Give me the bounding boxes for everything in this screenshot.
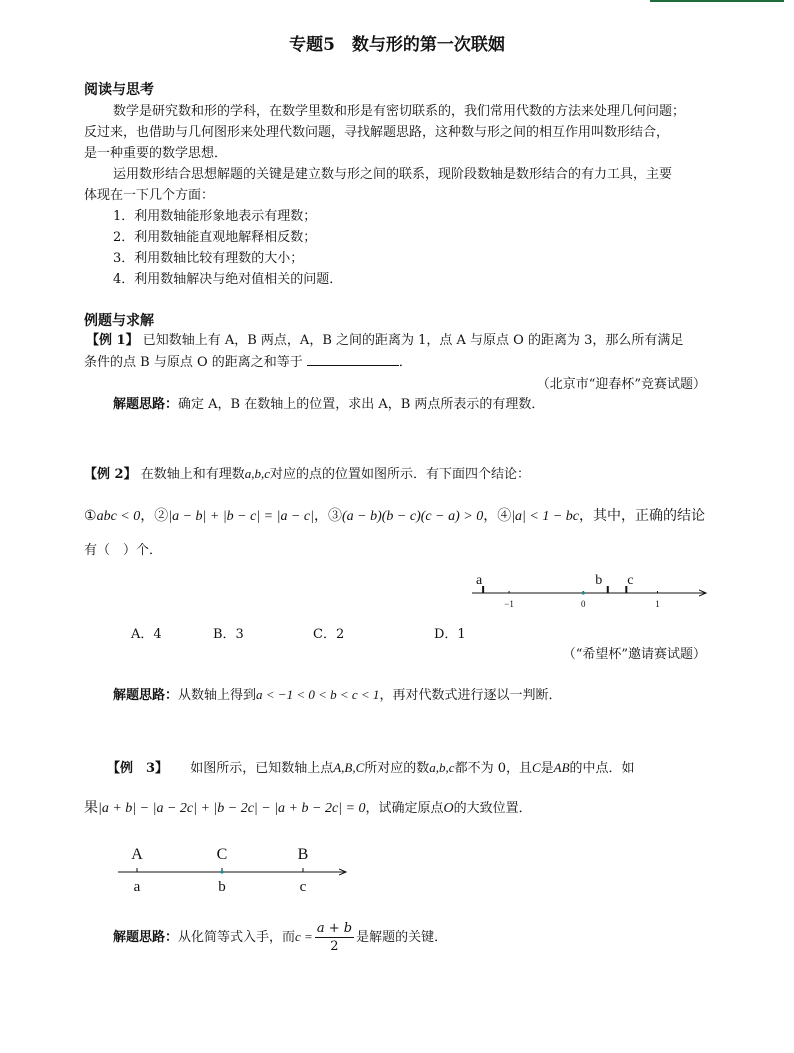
point-label: c <box>627 573 634 588</box>
example-2-hint-pre: 从数轴上得到 <box>178 688 257 703</box>
example-2-label: 【例 2】 <box>84 467 137 482</box>
tick-label: −1 <box>504 599 514 609</box>
conclusion-3-marker: ，③ <box>314 508 342 524</box>
example-1-text-1: 已知数轴上有 A，B 两点，A，B 之间的距离为 1，点 A 与原点 O 的距离为 3，那么所有满足 <box>142 333 684 348</box>
example-2-number-line <box>466 566 716 616</box>
example-2-conclusions <box>84 506 705 527</box>
example-1-hint <box>113 394 544 415</box>
example-3-number-line <box>110 838 360 900</box>
example-3-text-3: 都不为 0，且 <box>454 761 532 776</box>
example-1-source: （北京市“迎春杯”竞赛试题） <box>536 377 706 392</box>
conclusion-2-math: |a − b| + |b − c| = |a − c| <box>168 509 314 524</box>
conclusion-3-math: (a − b)(b − c)(c − a) > 0 <box>342 509 484 524</box>
conclusion-1-marker: ① <box>84 508 97 524</box>
example-3-math-AB: AB <box>553 760 570 775</box>
point-lower-label: b <box>218 879 226 895</box>
reading-heading: 阅读与思考 <box>84 82 154 98</box>
origin-dot <box>582 591 585 594</box>
tick-label: 0 <box>581 599 586 609</box>
example-3-text-6: 果 <box>84 800 98 816</box>
example-2-hint-label: 解题思路： <box>113 688 179 703</box>
corner-mark <box>650 0 784 2</box>
example-1-hint-label: 解题思路： <box>113 397 179 412</box>
example-1-hint-text: 确定 A，B 在数轴上的位置，求出 A，B 两点所表示的有理数． <box>178 397 545 412</box>
reading-item-3: 3．利用数轴比较有理数的大小； <box>113 251 304 266</box>
example-3-line-1 <box>107 757 635 779</box>
example-3-math-O: O <box>443 801 454 816</box>
example-3-text-4: 是 <box>540 761 554 776</box>
reading-line-2: 反过来，也借助与几何图形来处理代数问题，寻找解题思路，这种数与形之间的相互作用叫数形结合， <box>84 125 670 140</box>
fraction-denominator: 2 <box>330 939 339 954</box>
example-3-hint-pre: 从化简等式入手，而 <box>178 930 296 945</box>
point-upper-label: A <box>131 846 143 863</box>
example-2-line-3: 有（ ）个． <box>84 543 163 558</box>
example-3-text-1: 如图所示，已知数轴上点 <box>190 761 334 776</box>
conclusion-2-marker: ，② <box>140 508 169 524</box>
example-2-text-pre: 在数轴上和有理数 <box>140 467 245 482</box>
reading-line-5: 体现在一下几个方面： <box>84 188 215 203</box>
reading-line-3: 是一种重要的数学思想． <box>84 146 228 161</box>
example-3-text-7: ，试确定原点 <box>365 801 444 816</box>
page-title: 专题5 数与形的第一次联姻 <box>289 35 505 55</box>
example-2-math-abc: a,b,c <box>244 466 271 481</box>
examples-heading: 例题与求解 <box>84 313 154 329</box>
example-1-label: 【例 1】 <box>86 333 139 348</box>
example-3-math-ABC: A,B,C <box>333 760 365 775</box>
example-1-line-1 <box>86 330 683 351</box>
example-2-line-1 <box>84 463 530 485</box>
example-3-text-2: 所对应的数 <box>364 761 430 776</box>
conclusion-1-math: abc < 0 <box>96 509 141 524</box>
reading-item-1: 1．利用数轴能形象地表示有理数； <box>113 209 317 224</box>
example-3-line-2 <box>84 798 532 819</box>
point-label: b <box>595 573 603 588</box>
example-2-hint <box>113 684 561 706</box>
axis-ticks <box>504 591 659 609</box>
conclusion-tail: ，其中，正确的结论 <box>579 508 706 524</box>
example-3-hint <box>113 914 447 960</box>
fraction <box>315 920 354 955</box>
midpoint-dot <box>220 870 223 873</box>
point-upper-label: B <box>297 846 309 863</box>
conclusion-4-marker: ，④ <box>483 508 512 524</box>
answer-blank[interactable] <box>307 353 399 366</box>
example-3-text-8: 的大致位置． <box>453 801 532 816</box>
example-3-math-abc: a,b,c <box>429 760 455 775</box>
option-d[interactable]: D．1 <box>434 627 466 642</box>
reading-line-4: 运用数形结合思想解题的关键是建立数与形之间的联系，现阶段数轴是数形结合的有力工具，主要 <box>113 167 673 182</box>
fraction-numerator: a + b <box>316 921 353 936</box>
point-upper-label: C <box>216 846 228 863</box>
tick-label: 1 <box>655 599 660 609</box>
example-3-hint-post: 是解题的关键． <box>356 930 448 945</box>
option-c[interactable]: C．2 <box>313 627 345 642</box>
example-1-text-2: 条件的点 B 与原点 O 的距离之和等于 <box>84 355 303 370</box>
conclusion-4-math: |a| < 1 − bc <box>511 509 580 524</box>
option-b[interactable]: B．3 <box>213 627 244 642</box>
example-1-line-2 <box>84 352 412 373</box>
example-3-label: 【例 3】 <box>107 761 169 776</box>
example-3-text-5: 的中点．如 <box>569 761 635 776</box>
axis-points <box>476 573 633 593</box>
example-1-text-2-end: ． <box>398 355 412 370</box>
example-3-hint-c: c = <box>295 929 313 944</box>
example-2-text-post: 对应的点的位置如图所示．有下面四个结论： <box>270 467 531 482</box>
point-label: a <box>476 573 483 588</box>
example-3-math-C: C <box>531 760 541 775</box>
axis-marks <box>131 846 308 895</box>
reading-item-4: 4．利用数轴解决与绝对值相关的问题． <box>113 272 343 287</box>
point-lower-label: a <box>133 879 141 895</box>
reading-line-1: 数学是研究数和形的学科，在数学里数和形是有密切联系的，我们常用代数的方法来处理几何问题； <box>113 104 686 119</box>
example-3-hint-label: 解题思路： <box>113 930 179 945</box>
option-a[interactable]: A．4 <box>131 627 162 642</box>
example-2-hint-math: a < −1 < 0 < b < c < 1 <box>256 687 380 702</box>
reading-item-2: 2．利用数轴能直观地解释相反数； <box>113 230 317 245</box>
point-lower-label: c <box>299 879 307 895</box>
example-2-hint-post: ，再对代数式进行逐以一判断． <box>379 688 562 703</box>
example-3-equation: |a + b| − |a − 2c| + |b − 2c| − |a + b − 2c| = 0 <box>98 801 366 816</box>
example-2-source: （“希望杯”邀请赛试题） <box>562 647 706 662</box>
